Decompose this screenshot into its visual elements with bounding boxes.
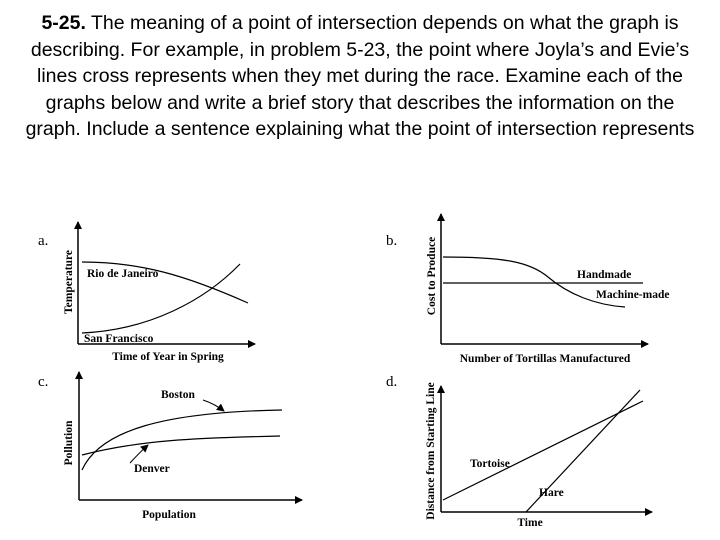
graph-c (38, 372, 302, 521)
graph-a-y-label: Temperature (63, 250, 75, 314)
graph-d (386, 374, 652, 529)
graph-a (38, 222, 255, 363)
graph-b (386, 214, 669, 365)
graph-b-line2-label: Machine-made (596, 289, 670, 301)
graph-c-line1-label: Boston (161, 389, 195, 401)
graph-c-line2-label: Denver (134, 463, 170, 475)
problem-text: The meaning of a point of intersection depends on what the graph is describing. For example, in problem 5-23, the point where Joyla’s and Evie’s lines cross represents when they met during the race. Examine each of the graphs below and write a brief story that describes the information on the graph. Include a sentence explaining what the point of intersection represents (25, 12, 695, 140)
graph-c-label: c. (38, 374, 49, 390)
graph-a-line2-label: San Francisco (84, 333, 154, 345)
graph-b-line1-label: Handmade (577, 269, 632, 281)
graph-a-label: a. (38, 233, 49, 249)
graph-b-x-label: Number of Tortillas Manufactured (459, 353, 631, 365)
graph-d-line-tortoise (443, 401, 643, 500)
graph-c-x-label: Population (142, 509, 196, 521)
problem-number: 5-25. (41, 12, 86, 34)
graph-a-line1-label: Rio de Janeiro (87, 268, 159, 280)
graph-b-y-label: Cost to Produce (426, 236, 438, 316)
graph-d-line2-label: Hare (539, 487, 564, 499)
graph-c-denver-arrow (130, 445, 148, 463)
graph-c-y-label: Pollution (63, 420, 75, 466)
graph-d-y-label: Distance from Starting Line (425, 382, 437, 520)
graph-d-x-label: Time (517, 517, 543, 529)
graph-b-label: b. (386, 233, 398, 249)
graph-d-label: d. (386, 374, 398, 390)
graph-c-boston-arrow (203, 400, 224, 411)
graph-a-x-label: Time of Year in Spring (112, 351, 224, 363)
graph-d-line1-label: Tortoise (470, 458, 510, 470)
